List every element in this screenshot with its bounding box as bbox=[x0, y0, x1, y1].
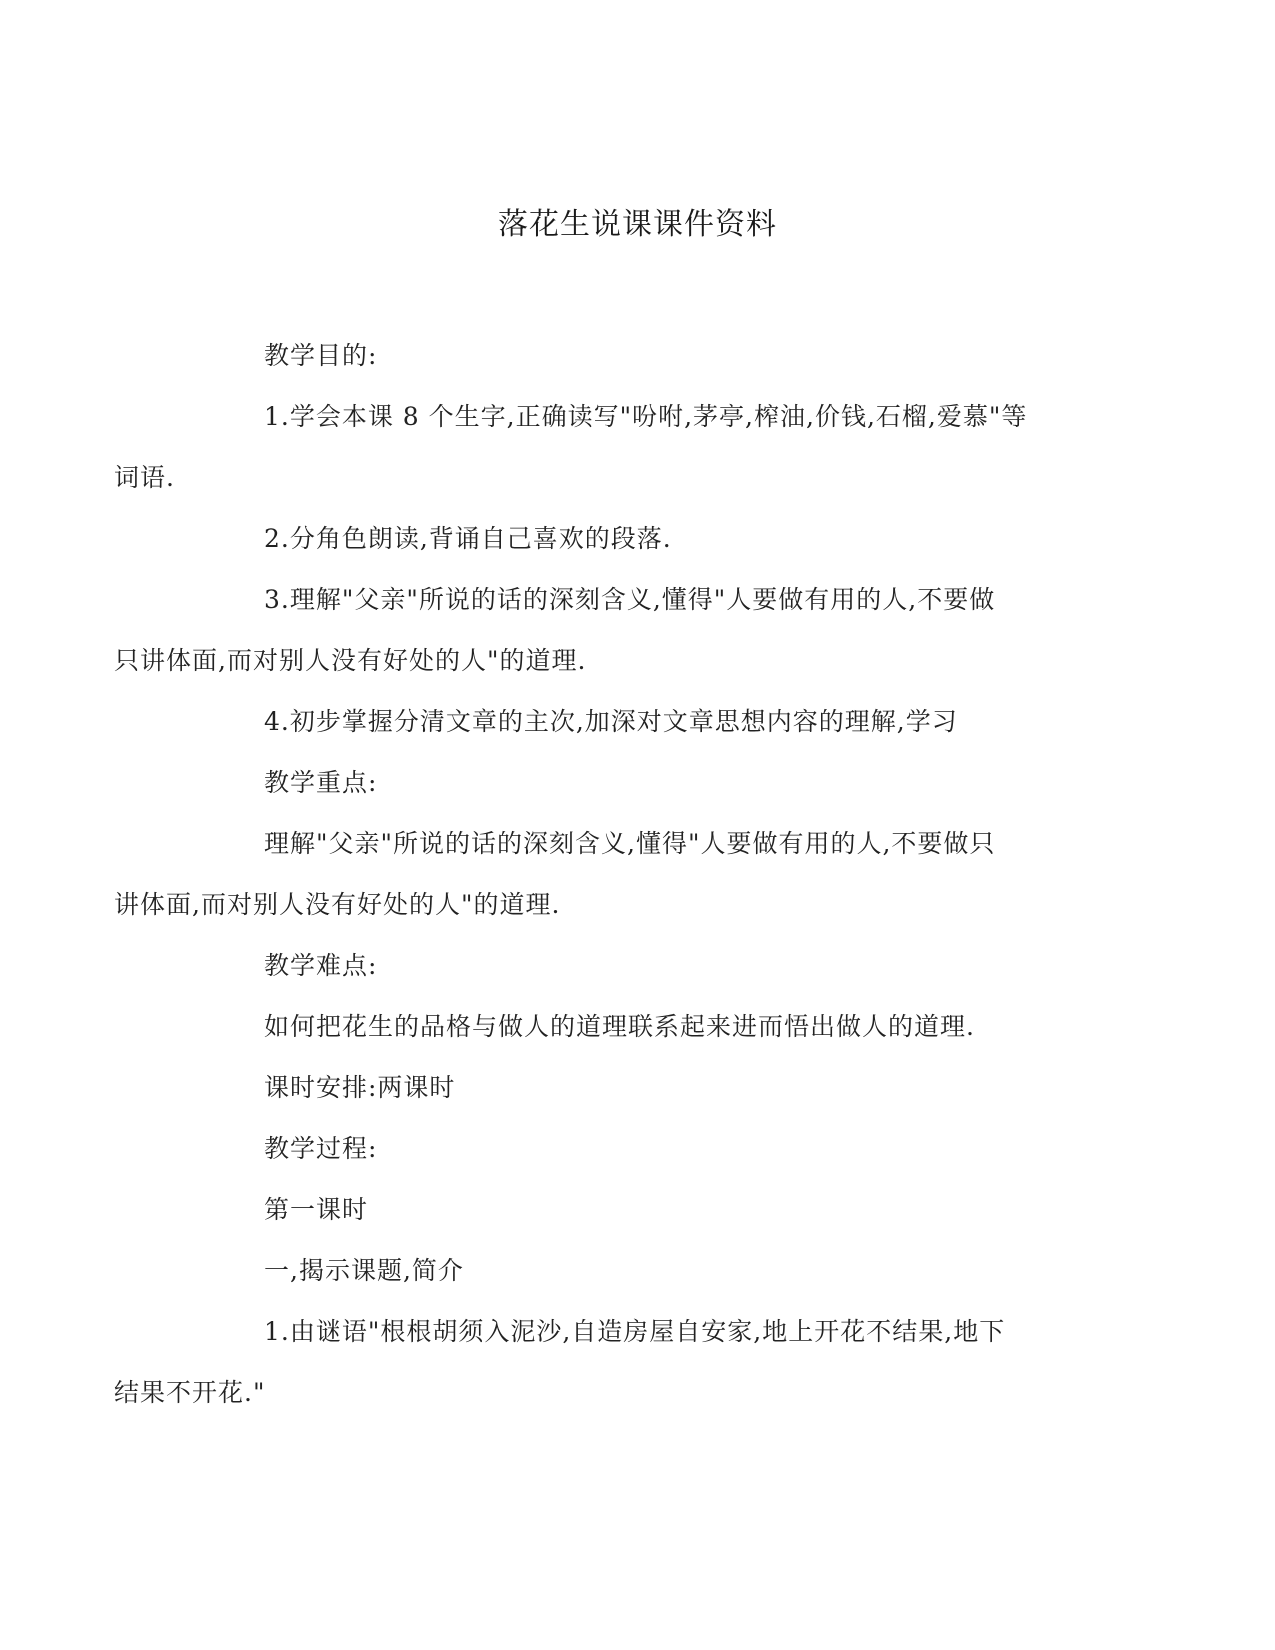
difficulty: 如何把花生的品格与做人的道理联系起来进而悟出做人的道理. bbox=[264, 1012, 975, 1041]
objective-4: 4.初步掌握分清文章的主次,加深对文章思想内容的理解,学习 bbox=[264, 707, 958, 736]
section-1: 一,揭示课题,简介 bbox=[264, 1256, 464, 1285]
difficulty-heading: 教学难点: bbox=[264, 951, 378, 980]
key-point-heading: 教学重点: bbox=[264, 768, 378, 797]
objectives-heading: 教学目的: bbox=[264, 341, 378, 370]
riddle: 1.由谜语"根根胡须入泥沙,自造房屋自安家,地上开花不结果,地下 结果不开花." bbox=[114, 1317, 1006, 1407]
objective-1: 1.学会本课 8 个生字,正确读写"吩咐,茅亭,榨油,价钱,石榴,爱慕"等 词语. bbox=[114, 402, 1028, 492]
document-title: 落花生说课课件资料 bbox=[498, 207, 777, 242]
document-body bbox=[114, 325, 1089, 1423]
key-point: 理解"父亲"所说的话的深刻含义,懂得"人要做有用的人,不要做只 讲体面,而对别人没有好处的人"的道理. bbox=[114, 829, 996, 919]
objective-2: 2.分角色朗读,背诵自己喜欢的段落. bbox=[264, 524, 672, 553]
lesson-1: 第一课时 bbox=[264, 1195, 369, 1224]
objective-3: 3.理解"父亲"所说的话的深刻含义,懂得"人要做有用的人,不要做 只讲体面,而对别人没有好处的人"的道理. bbox=[114, 585, 996, 675]
schedule: 课时安排:两课时 bbox=[264, 1073, 456, 1102]
process-heading: 教学过程: bbox=[264, 1134, 378, 1163]
